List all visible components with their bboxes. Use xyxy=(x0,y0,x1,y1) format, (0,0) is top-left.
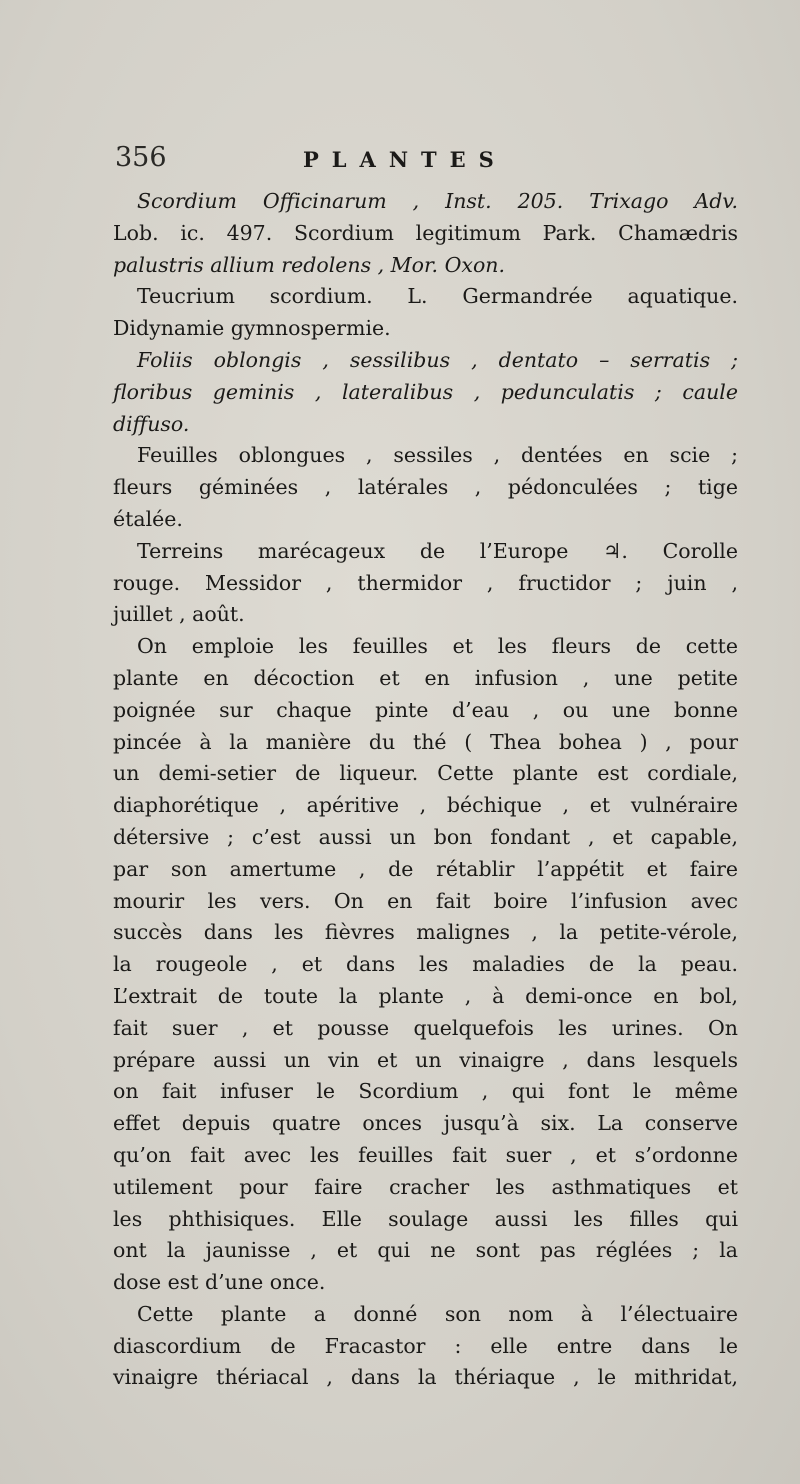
text-line: poignée sur chaque pinte d’eau , ou une bonne xyxy=(113,697,738,722)
text-line: succès dans les fièvres malignes , la petite-vérole, xyxy=(113,920,738,945)
text-line: Feuilles oblongues , sessiles , dentées en scie ; xyxy=(137,443,738,468)
text-line: un demi-setier de liqueur. Cette plante est cordiale, xyxy=(113,761,738,786)
text-line: fait suer , et pousse quelquefois les urines. On xyxy=(113,1015,738,1040)
text-line: Teucrium scordium. L. Germandrée aquatique. xyxy=(137,284,738,309)
text-line: Didynamie gymnospermie. xyxy=(113,316,391,341)
text-line: effet depuis quatre onces jusqu’à six. La conserve xyxy=(113,1111,738,1136)
text-line: diascordium de Fracastor : elle entre dans le xyxy=(113,1333,738,1358)
text-line: qu’on fait avec les feuilles fait suer , et s’ordonne xyxy=(113,1142,738,1167)
text-line: rouge. Messidor , thermidor , fructidor ; juin , xyxy=(113,570,738,595)
text-line: fleurs géminées , latérales , pédonculées ; tige xyxy=(113,475,738,500)
page-number: 356 xyxy=(115,142,167,173)
text-line: Terreins marécageux de l’Europe ♃. Corolle xyxy=(137,538,738,563)
text-line: juillet , août. xyxy=(113,602,245,627)
text-line: par son amertume , de rétablir l’appétit et faire xyxy=(113,856,738,881)
text-line: plante en décoction et en infusion , une petite xyxy=(113,665,738,690)
text-line: on fait infuser le Scordium , qui font le même xyxy=(113,1079,738,1104)
text-line: L’extrait de toute la plante , à demi-once en bol, xyxy=(113,983,738,1008)
page-header xyxy=(115,141,755,183)
text-line: Lob. ic. 497. Scordium legitimum Park. Chamædris xyxy=(113,220,738,245)
text-line: dose est d’une once. xyxy=(113,1270,326,1295)
text-line: étalée. xyxy=(113,506,183,531)
text-line: pincée à la manière du thé ( Thea bohea ) , pour xyxy=(113,729,738,754)
text-line: floribus geminis , lateralibus , pedunculatis ; caule xyxy=(113,379,738,404)
text-line: mourir les vers. On en fait boire l’infusion avec xyxy=(113,888,738,913)
text-line: Foliis oblongis , sessilibus , dentato – serratis ; xyxy=(137,347,738,372)
text-line: détersive ; c’est aussi un bon fondant , et capable, xyxy=(113,824,738,849)
text-line: vinaigre thériacal , dans la thériaque , le mithridat, xyxy=(113,1365,738,1390)
text-line: utilement pour faire cracher les asthmatiques et xyxy=(113,1174,738,1199)
text-line: Cette plante a donné son nom à l’électuaire xyxy=(137,1301,738,1326)
text-line: palustris allium redolens , Mor. Oxon. xyxy=(113,252,506,277)
running-head: PLANTES xyxy=(303,147,507,172)
text-line: prépare aussi un vin et un vinaigre , dans lesquels xyxy=(113,1047,738,1072)
text-line: la rougeole , et dans les maladies de la peau. xyxy=(113,952,738,977)
text-line: Scordium Officinarum , Inst. 205. Trixago Adv. xyxy=(137,189,738,213)
text-line: diffuso. xyxy=(113,411,190,436)
text-line: diaphorétique , apéritive , béchique , et vulnéraire xyxy=(113,793,738,818)
text-line: ont la jaunisse , et qui ne sont pas réglées ; la xyxy=(113,1238,738,1263)
text-line: On emploie les feuilles et les fleurs de cette xyxy=(137,634,738,659)
body-text xyxy=(113,186,738,1394)
text-line: les phthisiques. Elle soulage aussi les filles qui xyxy=(113,1206,738,1231)
